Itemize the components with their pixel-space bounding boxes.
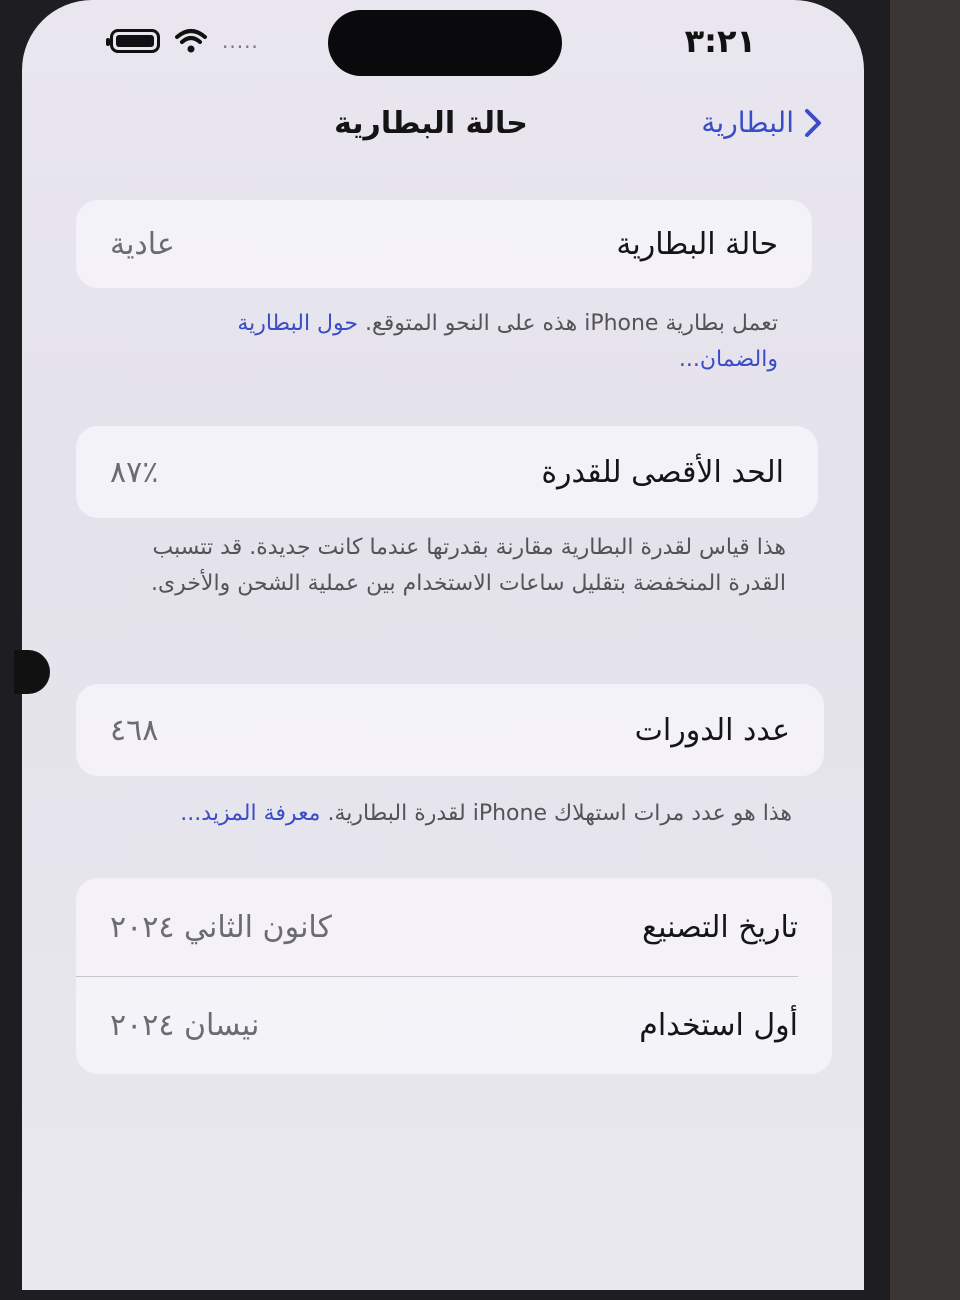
max-capacity-value: ٪٨٧ [110, 454, 159, 490]
back-button[interactable] [701, 106, 822, 139]
max-capacity-card [76, 426, 818, 518]
page-title: حالة البطارية [334, 106, 528, 141]
cycle-count-value: ٤٦٨ [110, 712, 159, 748]
manufacture-date-value: كانون الثاني ٢٠٢٤ [110, 909, 332, 945]
max-capacity-label: الحد الأقصى للقدرة [541, 454, 784, 490]
battery-icon [110, 29, 160, 53]
battery-condition-card [76, 200, 812, 288]
first-use-label: أول استخدام [639, 1007, 798, 1043]
status-icons [110, 28, 259, 54]
status-time: ٣:٢١ [684, 22, 756, 60]
cycle-count-label: عدد الدورات [634, 712, 790, 748]
screen [22, 0, 864, 1290]
chevron-right-icon [804, 108, 822, 138]
dates-card [76, 878, 832, 1074]
learn-more-link[interactable]: معرفة المزيد... [180, 801, 321, 826]
back-label: البطارية [701, 106, 794, 139]
cycle-count-footnote: هذا هو عدد مرات استهلاك iPhone لقدرة البطارية. معرفة المزيد... [180, 801, 792, 826]
manufacture-date-label: تاريخ التصنيع [642, 909, 798, 945]
first-use-value: نيسان ٢٠٢٤ [110, 1007, 260, 1043]
battery-condition-label: حالة البطارية [616, 226, 778, 262]
cycle-count-card [76, 684, 824, 776]
nav-bar [22, 100, 864, 156]
battery-condition-footnote: تعمل بطارية iPhone هذه على النحو المتوقع. حول البطارية والضمان... [237, 311, 778, 372]
signal-dots: ..... [222, 29, 259, 53]
dynamic-island [328, 10, 562, 76]
max-capacity-footnote: هذا قياس لقدرة البطارية مقارنة بقدرتها عندما كانت جديدة. قد تتسبب القدرة المنخفضة بتقليل ساعات الاستخدام بين عملية الشحن والأخرى. [150, 535, 786, 596]
battery-condition-value: عادية [110, 226, 175, 262]
wifi-icon [174, 28, 208, 54]
battery-warranty-link[interactable]: حول البطارية والضمان... [237, 311, 778, 372]
